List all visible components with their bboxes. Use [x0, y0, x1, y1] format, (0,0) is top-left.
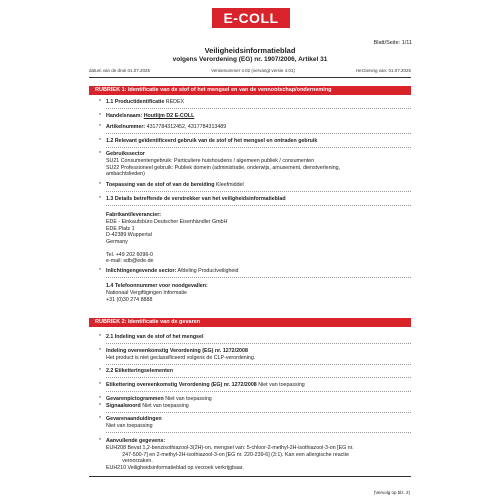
- extra-line: veroorzaken.: [106, 458, 153, 464]
- info-line: [106, 268, 239, 275]
- s14-line: +31 (0)30 274 8888: [106, 296, 153, 303]
- maker-email: e-mail: sdb@ede.de: [106, 258, 154, 264]
- bullet: *: [99, 396, 101, 402]
- s13-heading: 1.3 Details betreffende de verstrekker van het veiligheidsinformatieblad: [106, 196, 286, 202]
- bullet: *: [99, 334, 101, 340]
- bullet: *: [99, 138, 101, 144]
- header-divider: [89, 77, 411, 78]
- bullet: *: [99, 268, 101, 274]
- extra-label: Aanvullende gegevens:: [106, 438, 166, 444]
- trade-label: Handelsnaam:: [106, 113, 143, 119]
- divider: [106, 147, 411, 148]
- bullet: *: [99, 196, 101, 202]
- article-line: [106, 124, 226, 131]
- class-value: Het product is niet geclassificeerd volgens de CLP-verordening.: [106, 355, 256, 361]
- bullet: *: [99, 382, 101, 388]
- divider: [106, 205, 411, 206]
- print-date: datum van de druk 01.07.2025: [89, 68, 151, 73]
- label-label: Etikettering overeenkomstig Verordening (EG) nr. 1272/2008: [106, 382, 257, 388]
- picto-line: [106, 396, 212, 403]
- maker-line: D-42389 Wuppertal: [106, 232, 152, 238]
- extra-line: EUH208 Bevat 1,2-benzisothiazool-3(2H)-on, mengsel van: 5-chloor-2-methyl-2H-isothiazool-3-on [EG nr.: [106, 445, 354, 451]
- section-1-band: RUBRIEK 1: Identificatie van de stof of het mengsel en van de vennootschap/onderneming: [89, 86, 411, 95]
- trade-value: Houtlijm D2 E-COLL: [143, 113, 195, 119]
- maker-line: EDE Platz 1: [106, 225, 135, 232]
- divider: [106, 377, 411, 378]
- hazard-label: Gevarenaanduidingen: [106, 416, 162, 422]
- divider: [106, 432, 411, 433]
- article-label: Artikelnummer:: [106, 124, 146, 130]
- s22-heading: 2.2 Etiketteringselementen: [106, 368, 174, 374]
- s21-heading: 2.1 Indeling van de stof of het mengsel: [106, 334, 204, 340]
- bullet: *: [99, 151, 101, 157]
- signal-label: Signaalwoord: [106, 403, 141, 409]
- footer-divider: [89, 476, 411, 477]
- brand-logo: E-COLL: [212, 8, 290, 28]
- document-subtitle: volgens Verordening (EG) nr. 1907/2006, Artikel 31: [172, 56, 328, 63]
- bullet: *: [99, 416, 101, 422]
- sector-label: Gebruikssector: [106, 151, 145, 157]
- divider: [106, 277, 411, 278]
- trade-line: [106, 113, 194, 120]
- picto-value: Niet van toepassing: [165, 396, 212, 402]
- class-label: Indeling overeenkomstig Verordening (EG) nr. 1272/2008: [106, 348, 248, 354]
- bullet: *: [99, 99, 101, 105]
- label-line: [106, 382, 305, 389]
- section-2-band: RUBRIEK 2: Identificatie van de gevaren: [89, 318, 411, 327]
- s11-value: REDEX: [165, 99, 185, 105]
- info-label: Inlichtingengevende sector:: [106, 268, 177, 274]
- hazard-value: Niet van toepassing: [106, 423, 153, 429]
- document-title: Veiligheidsinformatieblad: [204, 46, 296, 55]
- bullet: *: [99, 368, 101, 374]
- use-label: Toepassing van de stof of van de bereiding: [106, 182, 215, 188]
- divider: [106, 412, 411, 413]
- maker-phone: Tel. +49 202 6096-0: [106, 251, 153, 258]
- divider: [106, 364, 411, 365]
- divider: [106, 133, 411, 134]
- footer-continuation: (Vervolg op blz. 2): [373, 490, 410, 495]
- bullet: *: [99, 438, 101, 444]
- label-value: Niet van toepassing: [258, 382, 305, 388]
- signal-value: Niet van toepassing: [142, 403, 189, 409]
- page-number: Blatt/Seite: 1/11: [373, 40, 412, 46]
- divider: [106, 108, 411, 109]
- maker-line: Germany: [106, 238, 128, 245]
- meta-line: [89, 68, 411, 73]
- info-value: Afdeling Productveiligheid: [177, 268, 239, 274]
- bullet: *: [99, 403, 101, 409]
- sector-line-1: SU21 Consumentengebruik: Particuliere huishoudens / algemeen publiek / consumenten: [106, 158, 315, 164]
- picto-label: Gevarenpictogrammen: [106, 396, 164, 402]
- bullet: *: [99, 124, 101, 130]
- signal-line: [106, 403, 189, 410]
- divider: [106, 391, 411, 392]
- sector-line-2: SU22 Professioneel gebruik: Publiek domein (administratie, onderwijs, amusement, dienstverlening,: [106, 164, 341, 171]
- extra-line: 247-500-7] en 2-methyl-2H-isothiazool-3-on [EG nr. 220-239-6] (3:1). Kan een allergische reactie: [106, 451, 349, 458]
- s14-line: Nationaal Vergiftigingen Informatie: [106, 290, 187, 296]
- s12-heading: 1.2 Relevant geïdentificeerd gebruik van de stof of het mengsel en ontraden gebruik: [106, 138, 318, 144]
- revision-date: Herziening van: 01.07.2025: [355, 68, 411, 73]
- s14-heading: 1.4 Telefoonnummer voor noodgevallen:: [106, 283, 208, 289]
- bullet: *: [99, 113, 101, 119]
- s11-line: [106, 99, 184, 106]
- maker-label: Fabrikant/leverancier:: [106, 212, 162, 218]
- extra-line: EUH210 Veiligheidsinformatieblad op verzoek verkrijgbaar.: [106, 464, 244, 471]
- bullet: *: [99, 348, 101, 354]
- bullet: *: [99, 182, 101, 188]
- divider: [106, 191, 411, 192]
- use-line: [106, 182, 244, 189]
- article-value: 4317784312452, 4317784313489: [146, 124, 227, 130]
- maker-line: EDE - Einkaufsbüro Deutscher Eisenhändler GmbH: [106, 219, 228, 225]
- s11-heading: 1.1 Productidentificatie: [106, 99, 165, 105]
- divider: [106, 343, 411, 344]
- use-value: Kleefmiddel: [216, 182, 244, 188]
- sector-line-3: ambachtslieden): [106, 171, 145, 177]
- version-number: Versienummer 4.02 (vervangt versie 4.01): [211, 68, 295, 73]
